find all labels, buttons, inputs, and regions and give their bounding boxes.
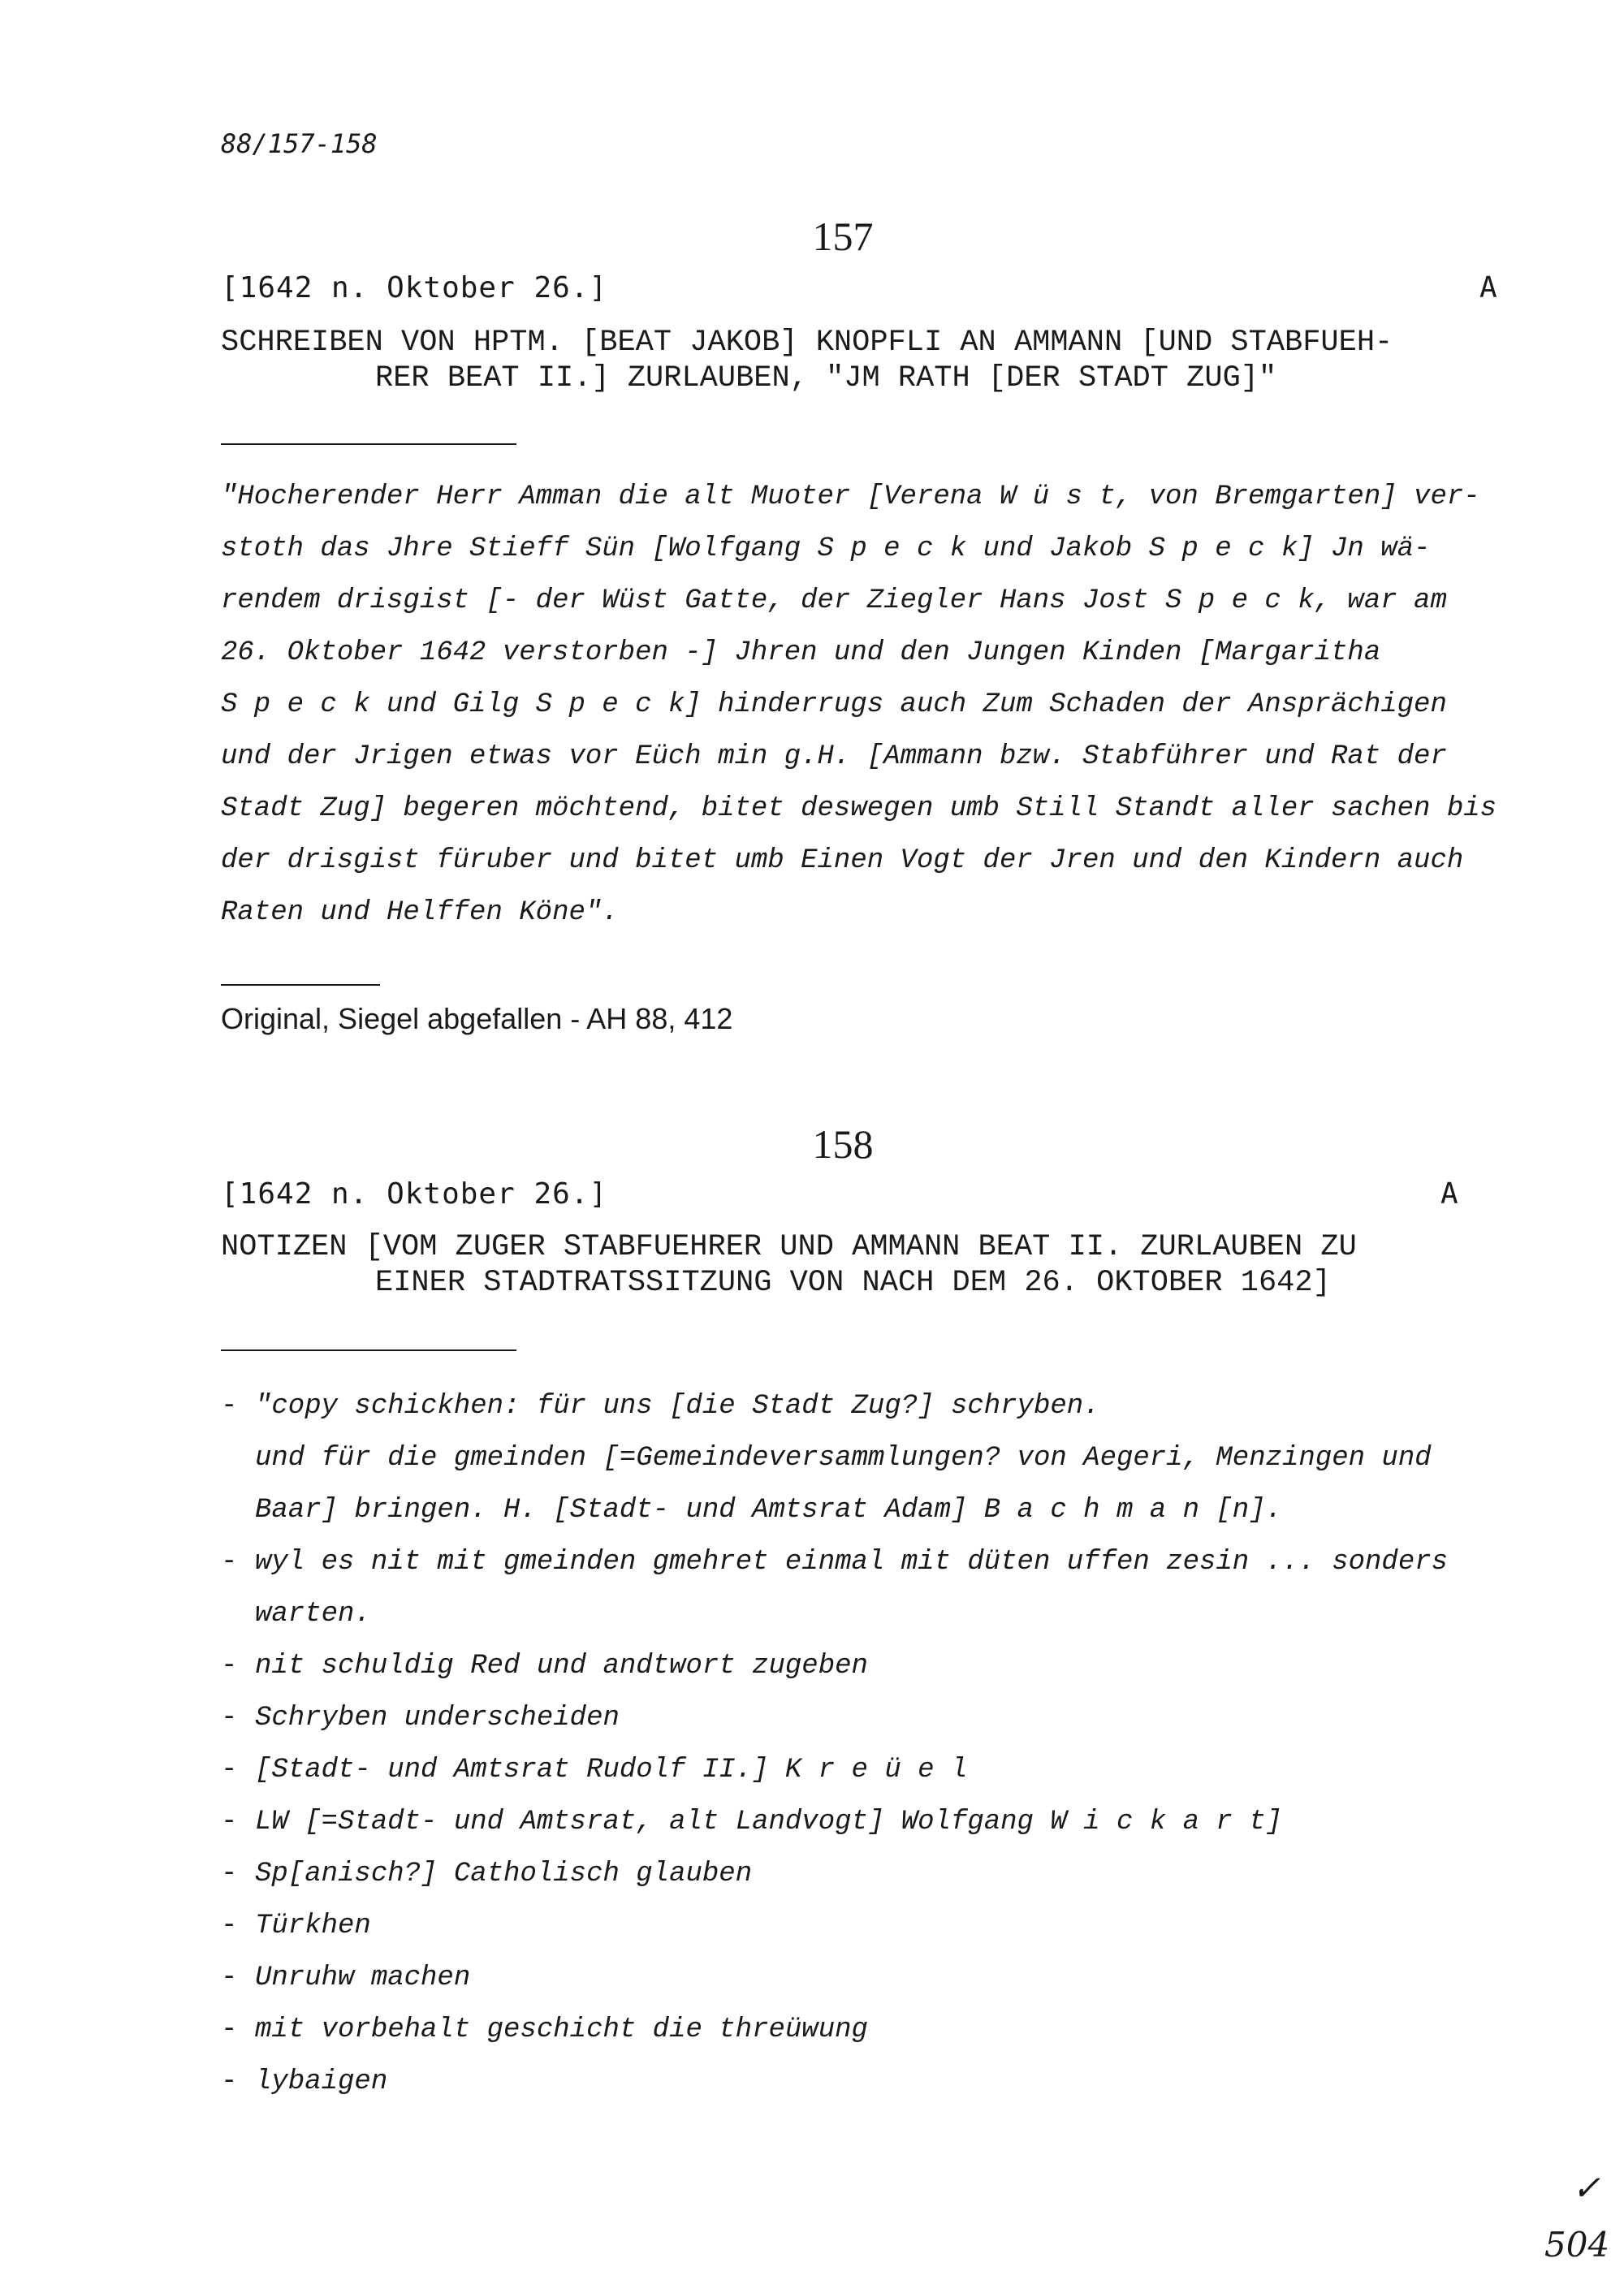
- text-line: "Hocherender Herr Amman die alt Muoter [Verena W ü s t, von Bremgarten] ver-: [221, 481, 1480, 512]
- source-note-157: Original, Siegel abgefallen - AH 88, 412: [221, 1002, 733, 1035]
- list-item-continuation: Baar] bringen. H. [Stadt- und Amtsrat Adam] B a c h m a n [n].: [255, 1495, 1283, 1526]
- list-item: - [Stadt- und Amtsrat Rudolf II.] K r e ü e l: [221, 1744, 1448, 1796]
- text-line: rendem drisgist [- der Wüst Gatte, der Ziegler Hans Jost S p e c k, war am: [221, 585, 1447, 616]
- text-line: S p e c k und Gilg S p e c k] hinderrugs auch Zum Schaden der Ansprächigen: [221, 689, 1447, 720]
- title-line-1: NOTIZEN [VOM ZUGER STABFUEHRER UND AMMANN BEAT II. ZURLAUBEN ZU: [221, 1230, 1357, 1264]
- list-item: - Sp[anisch?] Catholisch glauben: [221, 1848, 1448, 1900]
- document-number-158: 158: [812, 1121, 874, 1167]
- check-mark-icon: ✓: [1572, 2168, 1601, 2208]
- text-line: und der Jrigen etwas vor Eüch min g.H. [Ammann bzw. Stabführer und Rat der: [221, 741, 1447, 772]
- notes-list-158: [221, 1380, 1448, 2108]
- text-line: stoth das Jhre Stieff Sün [Wolfgang S p e c k und Jakob S p e c k] Jn wä-: [221, 533, 1431, 564]
- reference-number: 88/157-158: [221, 128, 378, 159]
- list-item: - Unruhw machen: [221, 1952, 1448, 2004]
- document-date-158: [1642 n. Oktober 26.]: [221, 1177, 608, 1211]
- list-item: - LW [=Stadt- und Amtsrat, alt Landvogt] Wolfgang W i c k a r t]: [221, 1796, 1448, 1848]
- text-line: Stadt Zug] begeren möchtend, bitet deswegen umb Still Standt aller sachen bis: [221, 793, 1497, 824]
- title-line-1: SCHREIBEN VON HPTM. [BEAT JAKOB] KNOPFLI AN AMMANN [UND STABFUEH-: [221, 326, 1393, 360]
- document-date-157: [1642 n. Oktober 26.]: [221, 271, 608, 304]
- section-divider: [221, 984, 380, 986]
- list-item: - Schryben underscheiden: [221, 1692, 1448, 1744]
- list-item: - wyl es nit mit gmeinden gmehret einmal mit düten uffen zesin ... sonders: [221, 1536, 1448, 1588]
- title-line-2: RER BEAT II.] ZURLAUBEN, "JM RATH [DER STADT ZUG]": [375, 361, 1277, 395]
- list-item: - mit vorbehalt geschicht die threüwung: [221, 2004, 1448, 2056]
- list-item: - "copy schickhen: für uns [die Stadt Zug?] schryben.: [221, 1380, 1448, 1432]
- title-line-2: EINER STADTRATSSITZUNG VON NACH DEM 26. OKTOBER 1642]: [375, 1266, 1331, 1300]
- handwritten-page-number: 504: [1544, 2225, 1610, 2265]
- document-title-158: [221, 1229, 1357, 1301]
- list-item-continuation: und für die gmeinden [=Gemeindeversammlungen? von Aegeri, Menzingen und: [255, 1443, 1432, 1474]
- document-category-158: A: [1440, 1177, 1459, 1211]
- list-item-continuation: warten.: [255, 1599, 371, 1630]
- list-item: - Türkhen: [221, 1900, 1448, 1952]
- document-title-157: [221, 325, 1393, 396]
- list-item: - nit schuldig Red und andtwort zugeben: [221, 1640, 1448, 1692]
- transcription-text-157: [221, 471, 1497, 939]
- text-line: 26. Oktober 1642 verstorben -] Jhren und den Jungen Kinden [Margaritha: [221, 637, 1381, 668]
- document-number-157: 157: [812, 214, 874, 259]
- list-item: - lybaigen: [221, 2056, 1448, 2108]
- text-line: Raten und Helffen Köne".: [221, 897, 619, 928]
- section-divider: [221, 443, 516, 445]
- section-divider: [221, 1349, 516, 1351]
- text-line: der drisgist füruber und bitet umb Einen Vogt der Jren und den Kindern auch: [221, 845, 1464, 876]
- document-category-157: A: [1479, 271, 1498, 304]
